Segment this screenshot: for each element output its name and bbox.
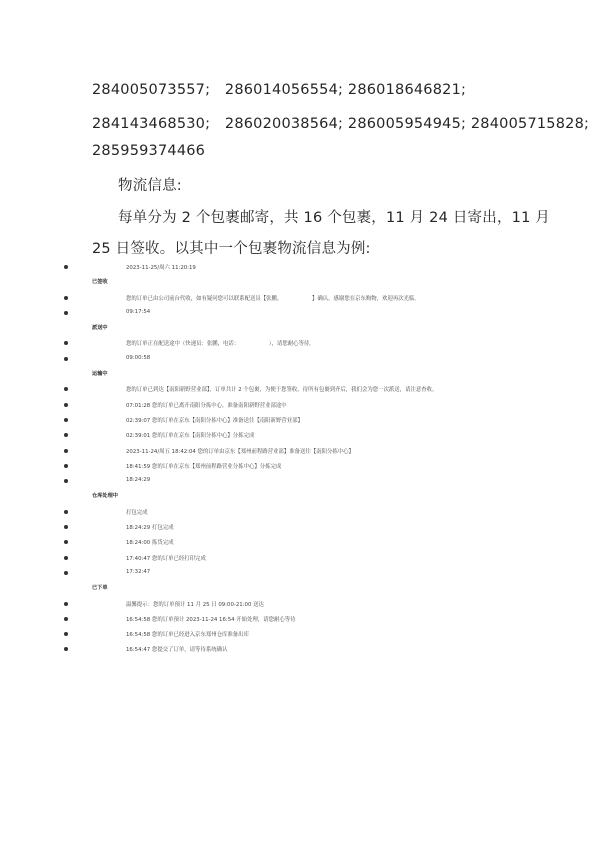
tracking-event-row (0, 597, 595, 612)
tracking-numbers-line-3: 285959374466 (92, 143, 206, 159)
tracking-event-text: 02:39:01 您的订单在京东【南阳分拣中心】分拣完成 (126, 433, 255, 440)
tracking-status-label: 运输中 (92, 371, 108, 378)
tracking-event-row (0, 336, 595, 351)
logistics-heading: 物流信息: (118, 178, 182, 194)
bullet-icon (64, 403, 68, 407)
bullet-icon (64, 647, 68, 651)
tracking-status-row (0, 367, 595, 382)
tracking-event-row (0, 520, 595, 535)
tracking-event-row (0, 260, 595, 275)
bullet-icon (64, 602, 68, 606)
tracking-event-row (0, 505, 595, 520)
bullet-icon (64, 433, 68, 437)
tracking-status-row (0, 275, 595, 290)
tracking-event-row (0, 566, 595, 581)
logistics-summary-line-2: 25 日签收。以其中一个包裹物流信息为例: (92, 241, 371, 257)
tracking-event-text: 16:54:47 您提交了订单，请等待系统确认 (126, 647, 228, 654)
tracking-event-row (0, 627, 595, 642)
tracking-event-text: 17:40:47 您的订单已经打印完成 (126, 555, 206, 562)
tracking-event-row (0, 413, 595, 428)
bullet-icon (64, 617, 68, 621)
bullet-icon (64, 265, 68, 269)
tracking-event-text: 09:17:54 (126, 308, 151, 315)
tracking-numbers-line-2: 284143468530; 286020038564; 286005954945; 284005715828; (92, 116, 590, 132)
tracking-event-text: 16:54:58 您的订单已经进入京东郑州仓库准备出库 (126, 632, 249, 639)
tracking-event-row (0, 398, 595, 413)
tracking-event-row (0, 428, 595, 443)
tracking-event-row (0, 352, 595, 367)
bullet-icon (64, 296, 68, 300)
tracking-event-text: 18:24:00 拣货完成 (126, 540, 174, 547)
tracking-status-row (0, 489, 595, 504)
tracking-event-text: 18:24:29 (126, 477, 151, 484)
bullet-icon (64, 387, 68, 391)
tracking-event-row (0, 642, 595, 657)
bullet-icon (64, 540, 68, 544)
tracking-event-row (0, 382, 595, 397)
bullet-icon (64, 449, 68, 453)
tracking-event-row (0, 474, 595, 489)
bullet-icon (64, 311, 68, 315)
tracking-event-row (0, 306, 595, 321)
tracking-status-label: 已下单 (92, 585, 108, 592)
tracking-event-text: 09:00:58 (126, 354, 151, 361)
tracking-event-text: 18:24:29 打包完成 (126, 525, 174, 532)
tracking-status-row (0, 581, 595, 596)
bullet-icon (64, 464, 68, 468)
tracking-event-text: 02:39:07 您的订单在京东【南阳分拣中心】准备送往【南阳新野营业部】 (126, 417, 303, 424)
tracking-timeline (0, 260, 595, 658)
tracking-event-text: 您的订单正在配送途中（快递员：张鹏，电话： ），请您耐心等待。 (126, 341, 315, 348)
bullet-icon (64, 571, 68, 575)
tracking-event-text: 温馨提示：您的订单预计 11 月 25 日 09:00-21:00 送达 (126, 601, 264, 608)
tracking-numbers-line-1: 284005073557; 286014056554; 286018646821; (92, 82, 467, 98)
tracking-event-row (0, 612, 595, 627)
logistics-summary-line-1: 每单分为 2 个包裹邮寄，共 16 个包裹，11 月 24 日寄出，11 月 (118, 210, 550, 226)
tracking-event-text: 打包完成 (126, 509, 148, 516)
tracking-event-row (0, 535, 595, 550)
tracking-event-row (0, 459, 595, 474)
bullet-icon (64, 556, 68, 560)
bullet-icon (64, 479, 68, 483)
bullet-icon (64, 525, 68, 529)
tracking-event-text: 07:01:28 您的订单已离开南阳分拣中心，准备南阳新野营业部途中 (126, 402, 287, 409)
bullet-icon (64, 341, 68, 345)
bullet-icon (64, 357, 68, 361)
tracking-event-text: 17:32:47 (126, 568, 151, 575)
bullet-icon (64, 632, 68, 636)
tracking-event-row (0, 291, 595, 306)
tracking-event-text: 您的订单已由公司前台代收，如有疑问您可以联系配送员【张鹏， 】确认。感谢您在京东购物，欢迎再次光临。 (126, 295, 420, 302)
tracking-event-text: 2023-11-25/周六 11:20:19 (126, 265, 196, 271)
tracking-status-label: 仓库处理中 (92, 493, 118, 500)
tracking-status-label: 已签收 (92, 279, 108, 286)
tracking-status-label: 派送中 (92, 325, 108, 332)
tracking-event-text: 2023-11-24/周五 18:42:04 您的订单由京东【郑州前程路营业部】准备送往【南阳分拣中心】 (126, 448, 354, 455)
bullet-icon (64, 418, 68, 422)
tracking-event-text: 18:41:59 您的订单在京东【郑州前程路营业分拣中心】分拣完成 (126, 463, 282, 470)
tracking-event-row (0, 444, 595, 459)
tracking-status-row (0, 321, 595, 336)
tracking-event-text: 16:54:58 您的订单预计 2023-11-24 16:54 开始处理，请您耐心等待 (126, 616, 296, 623)
tracking-event-row (0, 551, 595, 566)
tracking-event-text: 您的订单已到达【南阳新野营业部】，订单共计 2 个包裹，为便于您签收，待所有包裹到齐后，我们会为您一次派送，请注意查收。 (126, 387, 438, 394)
bullet-icon (64, 510, 68, 514)
